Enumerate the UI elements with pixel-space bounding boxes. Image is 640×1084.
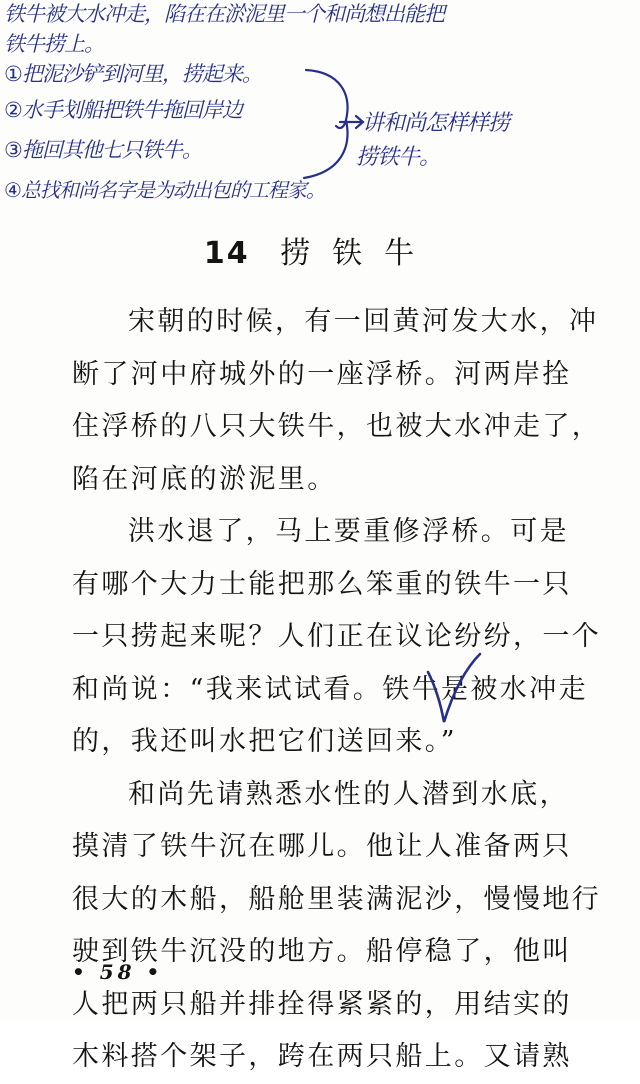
lesson-number: 14 — [203, 236, 250, 271]
text-line: 宋朝的时候，有一回黄河发大水，冲 — [128, 306, 599, 337]
text-line: 有哪个大力士能把那么笨重的铁牛一只 — [72, 568, 572, 600]
lesson-name: 捞铁牛 — [280, 236, 437, 271]
handwritten-note-line: 铁牛捞上。 — [4, 32, 104, 56]
handwritten-note-line: ①把泥沙铲到河里，捞起来。 — [4, 62, 262, 86]
text-line: 一只捞起来呢？人们正在议论纷纷，一个 — [72, 621, 602, 652]
handwritten-note-line: ②水手划船把铁牛拖回岸边 — [4, 98, 242, 122]
text-line: 摸清了铁牛沉在哪儿。他让人准备两只 — [72, 831, 572, 862]
text-line: 驶到铁牛沉没的地方。船停稳了，他叫 — [72, 936, 572, 967]
lesson-title — [0, 228, 640, 272]
text-line: 木料搭个架子，跨在两只船上。又请熟 — [72, 1041, 572, 1072]
page-number: • 58 • — [72, 960, 164, 984]
text-line: 洪水退了，马上要重修浮桥。可是 — [128, 516, 569, 547]
text-line: 住浮桥的八只大铁牛，也被大水冲走了， — [72, 411, 602, 442]
text-line: 和尚先请熟悉水性的人潜到水底， — [128, 778, 569, 810]
text-line: 陷在河底的淤泥里。 — [72, 463, 337, 495]
handwritten-note-line: ④总找和尚名字是为动出包的工程家。 — [4, 178, 325, 202]
handwritten-note-line: ③拖回其他七只铁牛。 — [4, 138, 202, 162]
text-line: 很大的木船，船舱里装满泥沙，慢慢地行 — [72, 883, 602, 915]
text-line: 断了河中府城外的一座浮桥。河两岸拴 — [72, 358, 572, 390]
text-line: 的，我还叫水把它们送回来。” — [72, 726, 457, 757]
handwritten-summary-line: 讲和尚怎样样捞 — [362, 111, 510, 136]
text-line: 人把两只船并排拴得紧紧的，用结实的 — [72, 988, 572, 1020]
handwritten-summary-line: 捞铁牛。 — [356, 145, 441, 170]
handwritten-note-line: 铁牛被大水冲走，陷在在淤泥里一个和尚想出能把 — [4, 2, 444, 26]
handwritten-check-icon — [424, 644, 484, 734]
text-line: 和尚说：“我来试试看。铁牛是被水冲走 — [72, 673, 589, 705]
